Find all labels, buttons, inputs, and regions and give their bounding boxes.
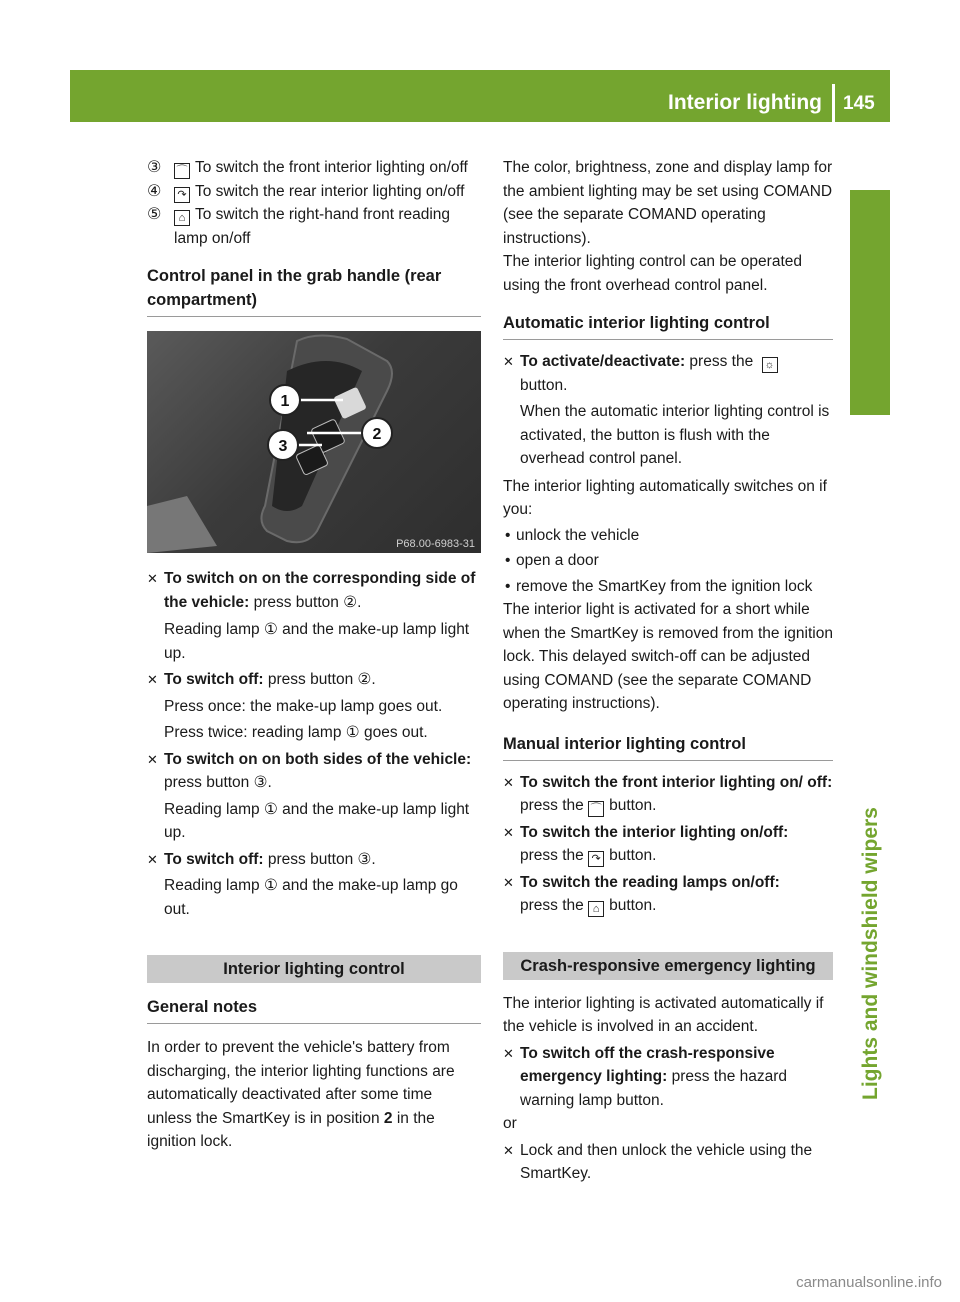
step-interior-lighting: ✕ To switch the interior lighting on/off: press the ↷ button. — [503, 821, 833, 868]
step-arrow-icon: ✕ — [147, 571, 158, 586]
step-activate-deactivate: ✕ To activate/deactivate: press the ☼ button. — [503, 350, 833, 397]
right-column — [503, 156, 833, 1186]
step-lock-unlock: ✕ Lock and then unlock the vehicle using the SmartKey. — [503, 1139, 833, 1186]
intro-paragraph-1: The color, brightness, zone and display lamp for the ambient lighting may be set using COMAND (see the separate COMAND operating instructions). — [503, 159, 833, 247]
legend-item-4: ④ ↷ To switch the rear interior lighting on/off — [147, 180, 481, 204]
general-notes-text: In order to prevent the vehicle's battery from discharging, the interior lighting functions are automatically deactivated after some time unless the SmartKey is in position 2 in the ignition lock. — [147, 1039, 455, 1150]
reading-lamp-icon: ⌂ — [588, 901, 604, 917]
list-item: • open a door — [505, 552, 599, 569]
grab-handle-illustration — [147, 331, 481, 553]
step-arrow-icon: ✕ — [503, 874, 514, 890]
page-number: 145 — [843, 93, 875, 114]
callout-number: ⑤ — [147, 206, 162, 223]
callout-number: ③ — [147, 159, 162, 176]
or-text: or — [503, 1115, 517, 1132]
callout-label-3: 3 — [278, 438, 288, 455]
step-switch-off-3: ✕ To switch off: press button ③. — [147, 848, 481, 872]
legend-item-5: ⑤ ⌂ To switch the right-hand front reading lamp on/off — [147, 203, 481, 250]
auto-delay-text: The interior light is activated for a short while when the SmartKey is removed from the ignition lock. This delayed switch-off can be adjusted using COMAND (see the separate COMAND operating instructions). — [503, 601, 833, 712]
step-crash-off: ✕ To switch off the crash-responsive emergency lighting: press the hazard warning lamp button. — [503, 1042, 833, 1113]
section-heading-general-notes: General notes — [147, 995, 481, 1024]
intro-paragraph-2: The interior lighting control can be operated using the front overhead control panel. — [503, 253, 802, 294]
header-separator — [832, 84, 835, 122]
step-front-lighting: ✕ To switch the front interior lighting on/ off: press the ⌒ button. — [503, 771, 833, 818]
side-tab-label: Lights and windshield wipers — [859, 807, 882, 1100]
auto-off-icon: ☼ — [762, 357, 778, 373]
left-column — [147, 156, 481, 1154]
list-item: • remove the SmartKey from the ignition lock — [505, 577, 813, 595]
section-heading-grab-handle: Control panel in the grab handle (rear compartment) — [147, 264, 481, 317]
section-heading-crash: Crash-responsive emergency lighting — [503, 952, 833, 980]
step-arrow-icon: ✕ — [147, 851, 158, 867]
footer-watermark: carmanualsonline.info — [796, 1273, 942, 1291]
rear-light-icon: ↷ — [588, 851, 604, 867]
callout-label-2: 2 — [372, 426, 382, 443]
crash-text: The interior lighting is activated automatically if the vehicle is involved in an accident. — [503, 994, 824, 1035]
step-note: When the automatic interior lighting control is activated, the button is flush with the overhead control panel. — [520, 403, 830, 467]
front-light-icon: ⌒ — [588, 801, 604, 817]
callout-label-1: 1 — [280, 393, 290, 410]
step-reading-lamps: ✕ To switch the reading lamps on/off: press the ⌂ button. — [503, 871, 833, 918]
header-bar — [70, 70, 890, 122]
reading-lamp-icon: ⌂ — [174, 210, 190, 226]
step-switch-on-side: ✕ To switch on on the corresponding side of the vehicle: press button ②. — [147, 567, 481, 614]
step-arrow-icon: ✕ — [503, 1045, 514, 1061]
list-item: • unlock the vehicle — [505, 526, 640, 544]
step-switch-on-both: ✕ To switch on on both sides of the vehicle: press button ③. — [147, 748, 481, 795]
callout-number: ④ — [147, 182, 162, 200]
step-switch-off-2: ✕ To switch off: press button ②. — [147, 668, 481, 692]
step-arrow-icon: ✕ — [503, 824, 514, 840]
grab-handle-photo — [147, 331, 481, 553]
step-note: Reading lamp ① and the make-up lamp go out. — [164, 877, 458, 918]
step-note: Reading lamp ① and the make-up lamp light up. — [164, 621, 470, 662]
legend-item-3: ③ ⌒ To switch the front interior lighting on/off — [147, 156, 481, 180]
step-note: Reading lamp ① and the make-up lamp light up. — [164, 800, 470, 841]
step-arrow-icon: ✕ — [147, 751, 158, 767]
step-note: Press twice: reading lamp ① goes out. — [164, 724, 428, 741]
auto-switch-text: The interior lighting automatically switches on if you: — [503, 477, 827, 518]
section-heading-interior-control: Interior lighting control — [147, 955, 481, 983]
section-heading-manual: Manual interior lighting control — [503, 732, 833, 761]
front-light-icon: ⌒ — [174, 163, 190, 179]
section-heading-automatic: Automatic interior lighting control — [503, 311, 833, 340]
step-arrow-icon: ✕ — [503, 774, 514, 790]
step-arrow-icon: ✕ — [147, 672, 158, 687]
side-tab-marker — [850, 190, 890, 415]
photo-code: P68.00-6983-31 — [396, 538, 475, 550]
step-arrow-icon: ✕ — [503, 1142, 514, 1158]
step-note: Press once: the make-up lamp goes out. — [164, 697, 443, 715]
rear-light-icon: ↷ — [174, 187, 190, 203]
step-arrow-icon: ✕ — [503, 354, 514, 369]
page-title: Interior lighting — [668, 91, 822, 114]
